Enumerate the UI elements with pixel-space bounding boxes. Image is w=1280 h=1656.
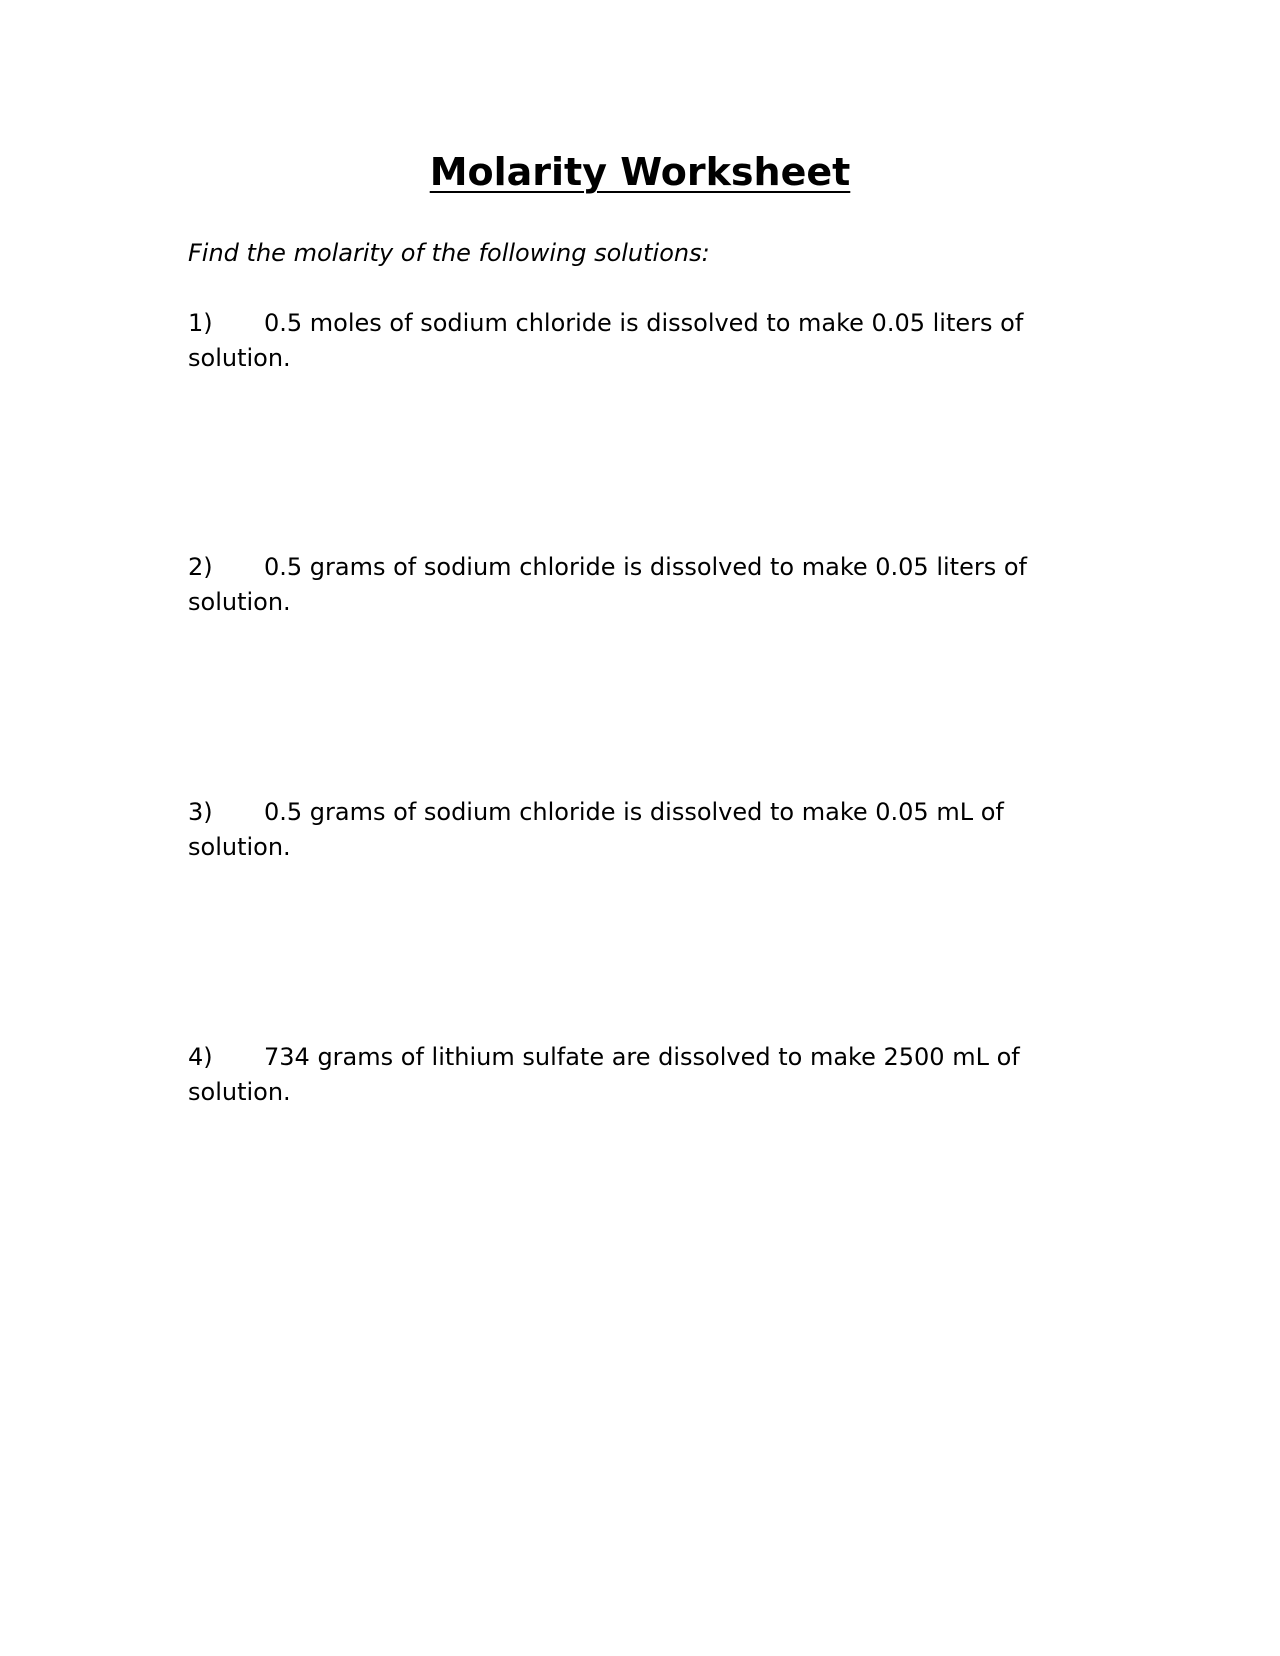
question-text-line-1: 0.5 grams of sodium chloride is dissolved to make 0.05 liters of [264, 553, 1027, 581]
instructions-text: Find the molarity of the following solutions: [188, 239, 710, 267]
question-1 [188, 306, 1088, 376]
question-text-line-1: 0.5 grams of sodium chloride is dissolved to make 0.05 mL of solution. [188, 798, 1004, 861]
question-number: 1) [188, 309, 213, 337]
question-text-line-1: 0.5 moles of sodium chloride is dissolved to make 0.05 liters of [264, 309, 1024, 337]
page-title [0, 150, 1280, 196]
title-text: Molarity Worksheet [429, 150, 851, 194]
question-number: 4) [188, 1043, 213, 1071]
question-text-line-2: solution. [188, 344, 291, 372]
question-number: 3) [188, 798, 213, 826]
question-text-line-1: 734 grams of lithium sulfate are dissolved to make 2500 mL of [264, 1043, 1020, 1071]
question-4 [188, 1040, 1088, 1110]
question-number: 2) [188, 553, 213, 581]
question-2 [188, 550, 1088, 620]
question-text-line-2: solution. [188, 1078, 291, 1106]
question-3 [188, 795, 1088, 865]
question-text-line-2: solution. [188, 588, 291, 616]
